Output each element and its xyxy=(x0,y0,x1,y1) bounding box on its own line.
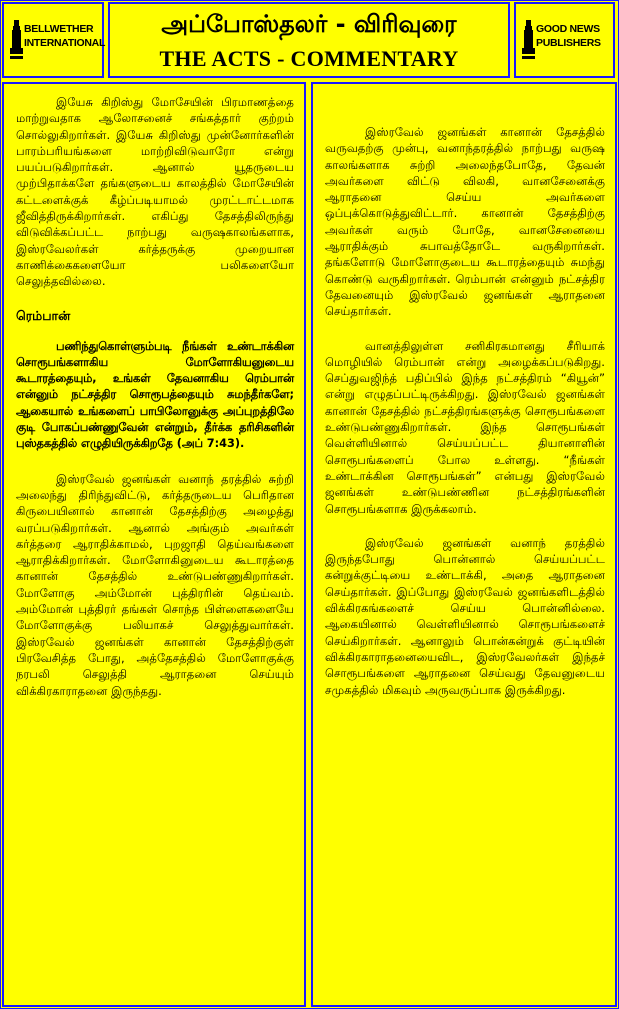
left-paragraph-1: இயேசு கிறிஸ்து மோசேயின் பிரமாணத்தை மாற்றுவதாக ஆலோசனைச் சங்கத்தார் குற்றம் சொல்லுகிறார்கள். இயேசு கிறிஸ்து முன்னோர்களின் பாரம்பரியங்களை மாற்றிவிடுவாரோ என்று பயப்படுகிறார்கள். ஆனால் யூதருடைய முற்பிதாக்களே தங்களுடைய காலத்தில் மோசேயின் கட்டளைக்குக் கீழ்ப்படியாமல் முரட்டாட்டமாக ஜீவித்திருக்கிறார்கள். எகிப்து தேசத்திலிருந்து விடுவிக்கப்பட்ட நாற்பது வருஷகாலங்களாக, இஸ்ரவேலர்கள் கர்த்தருக்கு முறையான காணிக்கைகளையோ பலிகளையோ செலுத்தவில்லை. xyxy=(16,95,294,289)
right-column xyxy=(311,82,617,1007)
title-tamil: அப்போஸ்தலர் - விரிவுரை xyxy=(161,10,457,38)
left-paragraph-2: இஸ்ரவேல் ஜனங்கள் வனாந் தரத்தில் சுற்றி அலைந்து திரிந்துவிட்டு, கர்த்தருடைய பெரிதான கிருபையினால் கானான் தேசத்திற்கு அழைத்து வரப்படுகிறார்கள். ஆனால் அங்கும் அவர்கள் கர்த்தரை ஆராதிக்காமல், புறஜாதி தெய்வங்களை ஆராதிக்கிறார்கள். மோளோகினுடைய கூடாரத்தை கானான் தேசத்தில் உண்டுபண்ணுகிறார்கள். மோளோகு அம்மோன் புத்திரரின் தெய்வம். அம்மோன் புத்திரர் தங்கள் சொந்த பிள்ளைகளையே மோளோகுக்கு பலியாகச் செலுத்துவார்கள். இஸ்ரவேல் ஜனங்கள் கானான் தேசத்திற்குள் பிரவேசித்த போது, அத்தேசத்தில் மோளோகுக்கு நரபலி செலுத்தி ஆராதனை செய்யும் விக்கிரகாராதனை இருந்தது. xyxy=(16,471,294,698)
right-logo-line2: PUBLISHERS xyxy=(536,37,601,49)
right-paragraph-3: இஸ்ரவேல் ஜனங்கள் வனாந் தரத்தில் இருந்தபோது பொன்னால் செய்யப்பட்ட கன்றுக்குட்டியை உண்டாக்கி, அதை ஆராதனை செய்தார்கள். இப்போது இஸ்ரவேல் ஜனங்களிடத்தில் விக்கிரகங்களைச் செய்ய பொன்னில்லை. ஆகையினால் வெள்ளியினால் சொரூபங்களைச் செய்கிறார்கள். ஆனாலும் பொன்கன்றுக் குட்டியின் விக்கிரகாராதனையைவிட, இஸ்ரவேலர்கள் இந்தச் சொரூபங்களை ஆராதனை செய்வது தேவனுடைய சமுகத்தில் மிகவும் அருவருப்பாக இருக்கிறது. xyxy=(325,535,605,697)
left-column xyxy=(2,82,306,1007)
left-logo-line2: INTERNATIONAL xyxy=(24,37,106,49)
right-paragraph-2: வானத்திலுள்ள சனிகிரகமானது சீரியாக் மொழியில் ரெம்பான் என்று அழைக்கப்படுகிறது. செப்துவஜிந்த் பதிப்பில் இந்த நட்சத்திரம் “கியூன்” என்று எழுதப்பட்டிருக்கிறது. இஸ்ரவேல் ஜனங்கள் கானான் தேசத்தில் நட்சத்திரங்களுக்கு சொரூபங்களை உண்டுபண்ணுகிறார்கள். இந்த சொரூபங்கள் வெள்ளியினால் செய்யப்பட்ட தியானாளின் சொரூபங்களைப் போல உள்ளது. “நீங்கள் உண்டாக்கின சொரூபங்கள்” என்பது இஸ்ரவேல் ஜனங்கள் உண்டுபண்ணின நட்சத்திரங்களின் சொரூபங்களாக இருக்கலாம். xyxy=(325,338,605,516)
title-box xyxy=(108,2,510,78)
title-english: THE ACTS - COMMENTARY xyxy=(159,46,459,71)
publisher-logo-right xyxy=(514,2,615,78)
right-paragraph-1: இஸ்ரவேல் ஜனங்கள் கானான் தேசத்தில் வருவதற்கு முன்பு, வனாந்தரத்தில் நாற்பது வருஷ காலங்களாக சுற்றி அலைந்தபோதே, தேவன் அவர்களை விட்டு விலகி, வானசேனைக்கு ஆராதனை செய்ய அவர்களை ஒப்புக்கொடுத்துவிட்டார். கானான் தேசத்திற்கு அவர்கள் வரும் போதே, வானசேனையை ஆராதிக்கும் சுபாவத்தோடே வருகிறார்கள். தங்களோடு மோளோகுடைய கூடாரத்தையும் சுமந்து கொண்டு வருகிறார்கள். ரெம்பான் என்னும் நட்சத்திர தேவனையும் இஸ்ரவேல் ஜனங்கள் ஆராதனை செய்தார்கள். xyxy=(325,125,605,319)
left-logo-line1: BELLWETHER xyxy=(24,23,94,35)
page-header xyxy=(2,2,615,78)
publisher-logo-left xyxy=(2,2,104,78)
good-news-logo-icon xyxy=(522,20,536,60)
scripture-quote: பணிந்துகொள்ளும்படி நீங்கள் உண்டாக்கின சொரூபங்களாகிய மோளோகியனுடைய கூடாரத்தையும், உங்கள் தேவனாகிய ரெம்பான் என்னும் நட்சத்திர சொரூபத்தையும் சுமந்தீர்களே; ஆகையால் உங்களைப் பாபிலோனுக்கு அப்புறத்திலே குடி போகப்பண்ணுவேன் என்றும், தீர்க்க தரிசிகளின் புஸ்தகத்தில் எழுதியிருக்கிறதே (அப் 7:43). xyxy=(16,339,294,451)
bellwether-logo-icon xyxy=(10,20,24,60)
right-logo-line1: GOOD NEWS xyxy=(536,23,600,35)
section-subheading: ரெம்பான் xyxy=(16,307,71,323)
